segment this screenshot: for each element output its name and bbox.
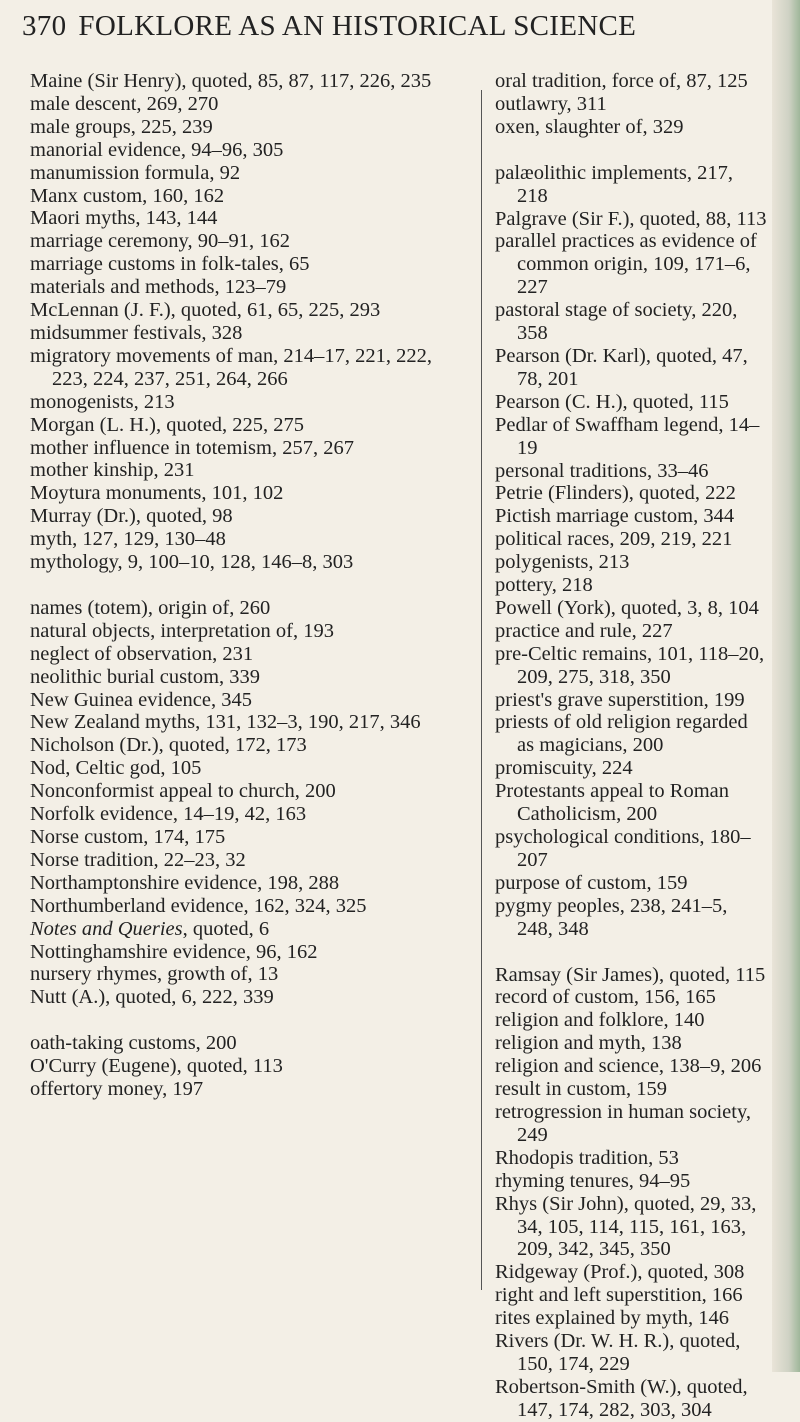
index-entry: pygmy peoples, 238, 241–5, 248, 348 — [495, 894, 728, 940]
index-entry: Robertson-Smith (W.), quoted, 147, 174, 282, 303, 304 — [495, 1375, 748, 1421]
index-entry: oxen, slaughter of, 329 — [495, 115, 684, 138]
index-entry: Maine (Sir Henry), quoted, 85, 87, 117, 226, 235 — [30, 70, 432, 92]
index-entry: Nutt (A.), quoted, 6, 222, 339 — [30, 986, 274, 1009]
index-entry: Pedlar of Swaffham legend, 14–19 — [495, 413, 760, 459]
index-entry: political races, 209, 219, 221 — [495, 528, 733, 551]
index-entry: Pearson (Dr. Karl), quoted, 47, 78, 201 — [495, 344, 748, 390]
index-entry: manorial evidence, 94–96, 305 — [30, 138, 284, 161]
index-entry: McLennan (J. F.), quoted, 61, 65, 225, 293 — [30, 299, 381, 322]
index-entry: myth, 127, 129, 130–48 — [30, 528, 226, 551]
index-entry: Nonconformist appeal to church, 200 — [30, 780, 336, 803]
index-entry: Rhodopis tradition, 53 — [495, 1146, 679, 1169]
index-entry: purpose of custom, 159 — [495, 871, 688, 894]
index-entry: Nottinghamshire evidence, 96, 162 — [30, 940, 318, 963]
index-entry: palæolithic implements, 217, 218 — [495, 161, 734, 207]
index-entry: Pearson (C. H.), quoted, 115 — [495, 390, 729, 413]
index-entry: New Guinea evidence, 345 — [30, 688, 252, 711]
index-entry: record of custom, 156, 165 — [495, 986, 716, 1009]
index-entry: polygenists, 213 — [495, 551, 630, 574]
index-entry: personal traditions, 33–46 — [495, 459, 709, 482]
index-entry: Notes and Queries, quoted, 6 — [30, 917, 270, 940]
index-entry: neolithic burial custom, 339 — [30, 665, 261, 688]
index-entry: monogenists, 213 — [30, 390, 175, 413]
index-entry: neglect of observation, 231 — [30, 642, 254, 665]
index-entry: Ridgeway (Prof.), quoted, 308 — [495, 1261, 745, 1284]
index-entry: Norfolk evidence, 14–19, 42, 163 — [30, 803, 307, 826]
index-column-left — [30, 70, 465, 1101]
column-divider — [481, 90, 482, 1290]
index-entry: oath-taking customs, 200 — [30, 1032, 237, 1055]
index-entry: manumission formula, 92 — [30, 161, 241, 184]
running-title: FOLKLORE AS AN HISTORICAL SCIENCE — [78, 10, 637, 42]
index-entry: nursery rhymes, growth of, 13 — [30, 963, 279, 986]
index-entry: retrogression in human society, 249 — [495, 1100, 751, 1146]
index-entry: rhyming tenures, 94–95 — [495, 1169, 691, 1192]
index-entry: Nod, Celtic god, 105 — [30, 757, 202, 780]
section-gap — [495, 139, 767, 162]
index-entry: Manx custom, 160, 162 — [30, 184, 225, 207]
index-entry: Powell (York), quoted, 3, 8, 104 — [495, 596, 759, 619]
index-entry: pre-Celtic remains, 101, 118–20, 209, 275, 318, 350 — [495, 642, 765, 688]
index-entry: Northamptonshire evidence, 198, 288 — [30, 871, 340, 894]
section-gap — [495, 941, 767, 964]
index-entry: Morgan (L. H.), quoted, 225, 275 — [30, 413, 305, 436]
section-gap — [30, 574, 465, 597]
index-entry: Murray (Dr.), quoted, 98 — [30, 505, 233, 528]
index-entry: pottery, 218 — [495, 574, 593, 597]
index-entry: pastoral stage of society, 220, 358 — [495, 299, 738, 345]
index-entry: migratory movements of man, 214–17, 221, 222, 223, 224, 237, 251, 264, 266 — [30, 344, 432, 390]
index-entry: mother kinship, 231 — [30, 459, 195, 482]
page-edge-shadow — [772, 0, 800, 1372]
index-entry: practice and rule, 227 — [495, 619, 673, 642]
index-entry: mythology, 9, 100–10, 128, 146–8, 303 — [30, 551, 354, 574]
index-entry: right and left superstition, 166 — [495, 1284, 743, 1307]
index-entry: Rhys (Sir John), quoted, 29, 33, 34, 105, 114, 115, 161, 163, 209, 342, 345, 350 — [495, 1192, 757, 1261]
index-entry: materials and methods, 123–79 — [30, 276, 287, 299]
index-entry: Ramsay (Sir James), quoted, 115 — [495, 963, 766, 986]
index-entry: religion and myth, 138 — [495, 1032, 682, 1055]
index-entry: marriage ceremony, 90–91, 162 — [30, 230, 290, 253]
index-column-right — [495, 70, 767, 1422]
index-entry: outlawry, 311 — [495, 92, 607, 115]
index-entry: Pictish marriage custom, 344 — [495, 505, 735, 528]
section-gap — [30, 1009, 465, 1032]
index-entry: priest's grave superstition, 199 — [495, 688, 745, 711]
index-entry: Norse tradition, 22–23, 32 — [30, 848, 246, 871]
index-entry: midsummer festivals, 328 — [30, 321, 243, 344]
index-entry: priests of old religion regarded as magicians, 200 — [495, 711, 748, 757]
index-entry: offertory money, 197 — [30, 1078, 204, 1101]
index-entry: Northumberland evidence, 162, 324, 325 — [30, 894, 367, 917]
index-entry-text: quoted, 6 — [192, 917, 270, 940]
page-number: 370 — [22, 10, 67, 42]
index-entry: Palgrave (Sir F.), quoted, 88, 113 — [495, 207, 767, 230]
index-entry: Rivers (Dr. W. H. R.), quoted, 150, 174, 229 — [495, 1330, 741, 1375]
index-entry: marriage customs in folk-tales, 65 — [30, 253, 310, 276]
index-entry: psychological conditions, 180–207 — [495, 826, 751, 871]
index-entry: natural objects, interpretation of, 193 — [30, 619, 334, 642]
index-entry: parallel practices as evidence of common origin, 109, 171–6, 227 — [495, 230, 757, 299]
index-entry: Maori myths, 143, 144 — [30, 207, 218, 230]
index-entry: Moytura monuments, 101, 102 — [30, 482, 284, 505]
index-entry: male groups, 225, 239 — [30, 115, 213, 138]
index-entry: Norse custom, 174, 175 — [30, 826, 226, 848]
index-entry: oral tradition, force of, 87, 125 — [495, 70, 748, 92]
index-entry: religion and folklore, 140 — [495, 1009, 705, 1032]
index-entry-italic-title: Notes and Queries — [30, 917, 183, 940]
index-entry: names (totem), origin of, 260 — [30, 596, 271, 619]
index-entry: male descent, 269, 270 — [30, 92, 219, 115]
index-entry: Petrie (Flinders), quoted, 222 — [495, 482, 736, 505]
index-entry: Nicholson (Dr.), quoted, 172, 173 — [30, 734, 307, 757]
index-entry: Protestants appeal to Roman Catholicism, 200 — [495, 780, 729, 826]
index-entry: New Zealand myths, 131, 132–3, 190, 217, 346 — [30, 711, 421, 734]
index-entry: result in custom, 159 — [495, 1078, 667, 1101]
index-entry: O'Curry (Eugene), quoted, 113 — [30, 1055, 283, 1078]
index-entry: mother influence in totemism, 257, 267 — [30, 436, 354, 459]
page-header — [22, 10, 762, 43]
index-entry: rites explained by myth, 146 — [495, 1307, 729, 1330]
index-entry: religion and science, 138–9, 206 — [495, 1055, 762, 1078]
index-entry: promiscuity, 224 — [495, 757, 633, 780]
